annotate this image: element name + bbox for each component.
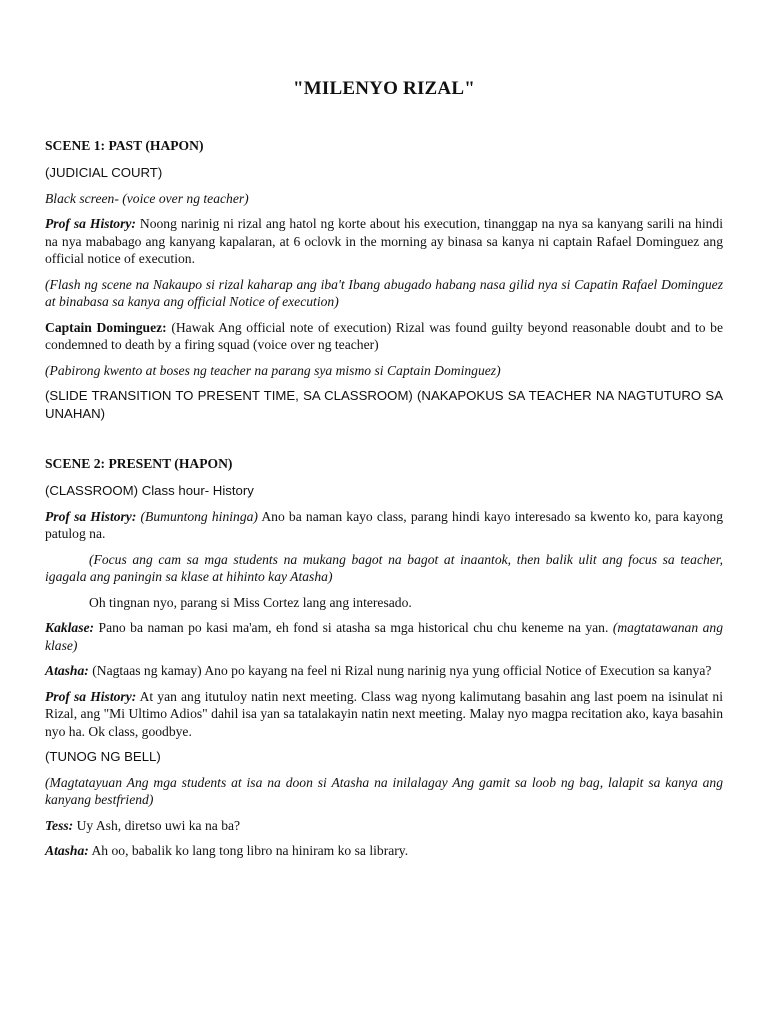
- dialogue-text: (Nagtaas ng kamay) Ano po kayang na feel ni Rizal nung narinig nya yung official Notice of Execution sa kanya?: [88, 663, 712, 678]
- speaker-atasha: Atasha:: [45, 663, 89, 678]
- dialogue-text: Noong narinig ni rizal ang hatol ng korte about his execution, tinanggap na nya sa kanyang sarili na hindi na nya mababago ang kanyang kapalaran, at 6 oclovk in the morning ay binasa sa kanya ni captain Rafael Dominguez ang official notice of execution.: [45, 216, 723, 266]
- speaker-tess: Tess:: [45, 817, 74, 833]
- dialogue-text: Pano ba naman po kasi ma'am, eh fond si atasha sa mga historical chu chu keneme na yan.: [94, 620, 613, 635]
- prof-dialogue-2: [45, 508, 723, 543]
- tess-dialogue: [45, 817, 723, 835]
- scene-1-location: (JUDICIAL COURT): [45, 165, 163, 180]
- atasha-dialogue-2: [45, 842, 723, 860]
- prof-dialogue-3: [45, 688, 723, 741]
- dialogue-text: At yan ang itutuloy natin next meeting. Class wag nyong kalimutang basahin ang last poem na isinulat ni Rizal, ang "Mi Ultimo Adios" dahil isa yan sa tatalakayin natin next meeting. Malay nyo magpa recitation ako, kaya basahin nyo ha. Ok class, goodbye.: [45, 688, 723, 739]
- dialogue-text: Uy Ash, diretso uwi ka na ba?: [73, 817, 241, 833]
- dialogue-text: Ano ba naman kayo class, parang hindi kayo interesado sa kwento ko, para kayong patulog na.: [45, 508, 723, 541]
- speaker-kaklase: Kaklase:: [45, 620, 95, 635]
- document-title: "MILENYO RIZAL": [293, 78, 475, 99]
- black-screen-direction: Black screen- (voice over ng teacher): [45, 190, 249, 206]
- stage-direction: (Bumuntong hininga): [136, 508, 258, 524]
- pabirong-direction: (Pabirong kwento at boses ng teacher na parang sya mismo si Captain Dominguez): [45, 362, 501, 378]
- speaker-prof: Prof sa History:: [45, 216, 136, 231]
- captain-dialogue: [45, 319, 723, 354]
- kaklase-dialogue: [45, 619, 723, 654]
- flash-scene-direction: (Flash ng scene na Nakaupo si rizal kaharap ang iba't Ibang abugado habang nasa gilid nya si Capatin Rafael Dominguez at binabasa sa kanya ang official Notice of execution): [45, 276, 723, 309]
- magtatayuan-direction: (Magtatayuan Ang mga students at isa na doon si Atasha na inilalagay Ang gamit sa loob ng bag, lalapit sa kanya ang kanyang bestfriend): [45, 774, 723, 807]
- dialogue-text: (Hawak Ang official note of execution) Rizal was found guilty beyond reasonable doubt and to be condemned to death by a firing squad (voice over ng teacher): [45, 319, 723, 352]
- bell-direction: (TUNOG NG BELL): [45, 749, 161, 764]
- speaker-prof: Prof sa History:: [45, 508, 137, 524]
- scene-2-heading: SCENE 2: PRESENT (HAPON): [45, 456, 233, 471]
- scene-2-location: (CLASSROOM) Class hour- History: [45, 483, 254, 498]
- atasha-dialogue-1: [45, 662, 723, 680]
- speaker-captain: Captain Dominguez:: [45, 319, 167, 335]
- slide-transition-direction: (SLIDE TRANSITION TO PRESENT TIME, SA CLASSROOM) (NAKAPOKUS SA TEACHER NA NAGTUTURO SA UNAHAN): [45, 388, 723, 421]
- focus-cam-direction: (Focus ang cam sa mga students na mukang bagot na bagot at inaantok, then balik ulit ang focus sa teacher, igagala ang paningin sa klase at hihinto kay Atasha): [45, 551, 723, 584]
- dialogue-text: Ah oo, babalik ko lang tong libro na hiniram ko sa library.: [88, 843, 409, 858]
- prof-tingnan-line: Oh tingnan nyo, parang si Miss Cortez lang ang interesado.: [89, 594, 412, 610]
- scene-gap: [45, 430, 723, 456]
- speaker-prof: Prof sa History:: [45, 688, 137, 704]
- scene-1-heading: SCENE 1: PAST (HAPON): [45, 138, 204, 153]
- speaker-atasha: Atasha:: [45, 843, 89, 858]
- stage-direction: (magtatawanan ang klase): [45, 620, 723, 653]
- prof-dialogue-1: [45, 215, 723, 268]
